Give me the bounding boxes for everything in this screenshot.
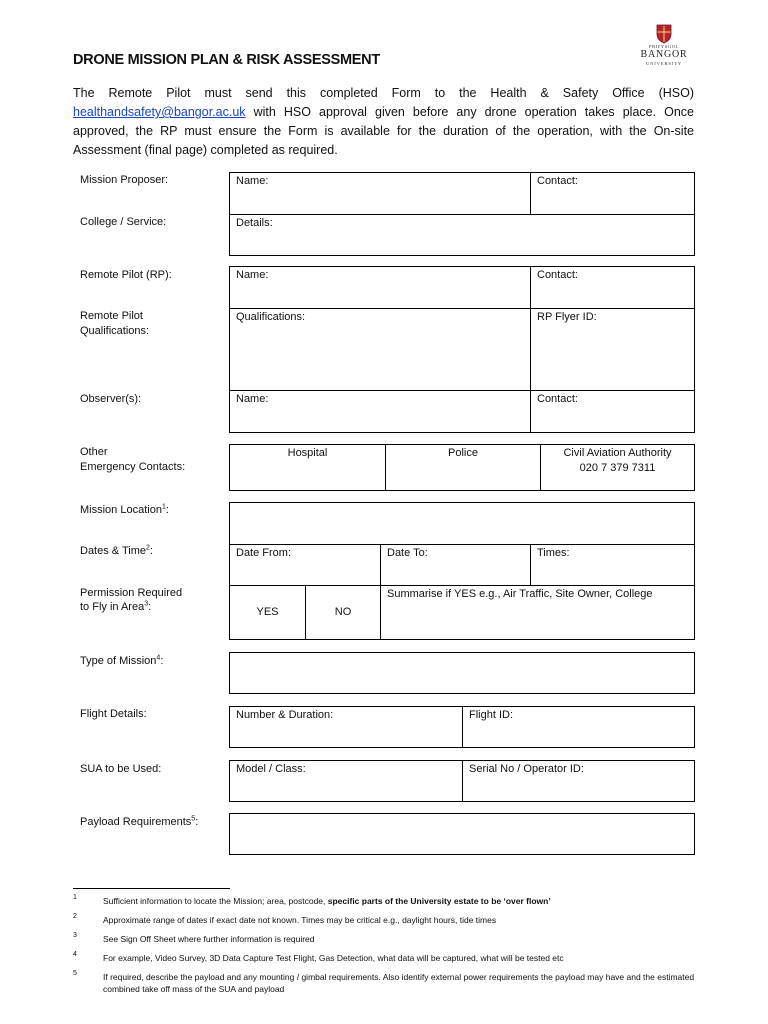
rp-qualifications-field[interactable] (230, 308, 530, 390)
rp-contact-field[interactable] (530, 267, 694, 308)
caa-field[interactable] (540, 445, 694, 490)
intro-paragraph (73, 84, 694, 160)
rp-qualifications-label: Qualifications: (236, 311, 306, 323)
payload-field[interactable] (229, 813, 695, 855)
college-details-field[interactable] (230, 214, 694, 255)
proposer-name-label: Name: (236, 175, 269, 187)
label-other-2: Emergency Contacts: (80, 461, 186, 473)
college-details-label: Details: (236, 217, 273, 229)
footnote-5-number: 5 (73, 970, 77, 977)
footnote-3-text: See Sign Off Sheet where further information is required (103, 934, 315, 944)
flight-id-field[interactable] (462, 707, 694, 747)
dates-time-text: Dates & Time (80, 545, 147, 557)
permission-summary-field[interactable] (380, 585, 694, 639)
label-remote-pilot: Remote Pilot (RP): (80, 269, 172, 281)
label-dates-time: Dates & Time$^2$: (80, 544, 153, 557)
hospital-field[interactable] (230, 445, 385, 490)
label-rp-quals-1: Remote Pilot (80, 310, 143, 322)
permission-yes-option[interactable] (230, 585, 305, 639)
logo-name-text: BANGOR (640, 49, 688, 60)
proposer-table (229, 172, 695, 256)
summarise-label: Summarise if YES e.g., Air Traffic, Site Owner, College (387, 588, 653, 600)
remote-pilot-table (229, 266, 695, 433)
footnote-3-number: 3 (73, 932, 77, 939)
hospital-label: Hospital (287, 447, 328, 459)
hso-email-link[interactable]: healthandsafety@bangor.ac.uk (73, 105, 246, 119)
number-duration-field[interactable] (230, 707, 462, 747)
rp-name-field[interactable] (230, 267, 530, 308)
flight-id-label: Flight ID: (469, 709, 514, 721)
footnote-1-number: 1 (73, 894, 77, 901)
label-observers: Observer(s): (80, 393, 142, 405)
date-to-label: Date To: (387, 547, 428, 559)
footnote-divider (73, 888, 230, 889)
date-from-field[interactable] (230, 544, 380, 585)
footnote-5-text: If required, describe the payload and any mounting / gimbal requirements. Also identify external power requirements the payload may have and the estimated combined take off mass of the SUA and payload (103, 972, 695, 994)
label-mission-location: Mission Location$^1$: (80, 503, 169, 516)
proposer-name-field[interactable] (230, 173, 530, 214)
proposer-contact-field[interactable] (530, 173, 694, 214)
logo-pre-text: PRIFYSGOL (649, 44, 679, 49)
page-title: DRONE MISSION PLAN & RISK ASSESSMENT (73, 52, 380, 68)
intro-text-2: with HSO approval given before any drone operation takes place. Once approved, the RP must ensure the Form is available for the duration of the operation, with the On-site Assessment (final page) completed as required. (73, 105, 694, 157)
label-flight-details: Flight Details: (80, 708, 147, 720)
footnote-4-text: For example, Video Survey, 3D Data Capture Test Flight, Gas Detection, what data will be captured, what will be tested etc (103, 953, 564, 963)
permission-text: to Fly in Area (80, 601, 145, 613)
rp-flyer-id-label: RP Flyer ID: (537, 311, 597, 323)
footnote-2-number: 2 (73, 913, 77, 920)
rp-flyer-id-field[interactable] (530, 308, 694, 390)
footnote-1-bold: specific parts of the University estate to be ‘over flown’ (327, 896, 551, 906)
type-of-mission-text: Type of Mission (80, 655, 157, 667)
police-label: Police (448, 447, 478, 459)
type-of-mission-field[interactable] (229, 652, 695, 694)
intro-text-1: The Remote Pilot must send this completed Form to the Health & Safety Office (HSO) (73, 86, 694, 100)
observer-name-field[interactable] (230, 390, 530, 432)
yes-label: YES (256, 606, 279, 618)
proposer-contact-label: Contact: (537, 175, 578, 187)
mission-location-text: Mission Location (80, 504, 162, 516)
caa-label: Civil Aviation Authority (563, 447, 672, 459)
times-field[interactable] (530, 544, 694, 585)
serial-no-label: Serial No / Operator ID: (469, 763, 584, 775)
rp-name-label: Name: (236, 269, 269, 281)
label-payload: Payload Requirements$^5$: (80, 815, 199, 828)
sua-table (229, 760, 695, 802)
label-rp-quals-2: Qualifications: (80, 325, 150, 337)
location-dates-table (229, 502, 695, 640)
police-field[interactable] (385, 445, 540, 490)
rp-contact-label: Contact: (537, 269, 578, 281)
observer-contact-field[interactable] (530, 390, 694, 432)
footnote-1-text: Sufficient information to locate the Mission; area, postcode, (103, 896, 328, 906)
observer-contact-label: Contact: (537, 393, 578, 405)
bangor-university-logo (636, 24, 692, 74)
times-label: Times: (537, 547, 570, 559)
permission-no-option[interactable] (305, 585, 380, 639)
model-class-field[interactable] (230, 761, 462, 801)
mission-location-field[interactable] (230, 503, 694, 544)
serial-no-field[interactable] (462, 761, 694, 801)
label-college-service: College / Service: (80, 216, 167, 228)
date-to-field[interactable] (380, 544, 530, 585)
label-other-1: Other (80, 446, 108, 458)
footnote-4-number: 4 (73, 951, 77, 958)
label-permission-1: Permission Required (80, 587, 183, 599)
observer-name-label: Name: (236, 393, 269, 405)
label-permission-2: to Fly in Area$^3$: (80, 600, 152, 613)
logo-uni-text: UNIVERSITY (646, 61, 682, 66)
label-mission-proposer: Mission Proposer: (80, 174, 169, 186)
label-sua: SUA to be Used: (80, 763, 162, 775)
number-duration-label: Number & Duration: (236, 709, 334, 721)
model-class-label: Model / Class: (236, 763, 306, 775)
payload-text: Payload Requirements (80, 816, 192, 828)
footnote-2-text: Approximate range of dates if exact date not known. Times may be critical e.g., daylight hours, tide times (103, 915, 497, 925)
caa-phone: 020 7 379 7311 (579, 462, 656, 474)
flight-details-table (229, 706, 695, 748)
label-type-of-mission: Type of Mission$^4$: (80, 654, 164, 667)
no-label: NO (334, 606, 352, 618)
emergency-contacts-table (229, 444, 695, 491)
crest-icon (656, 24, 672, 44)
date-from-label: Date From: (236, 547, 292, 559)
